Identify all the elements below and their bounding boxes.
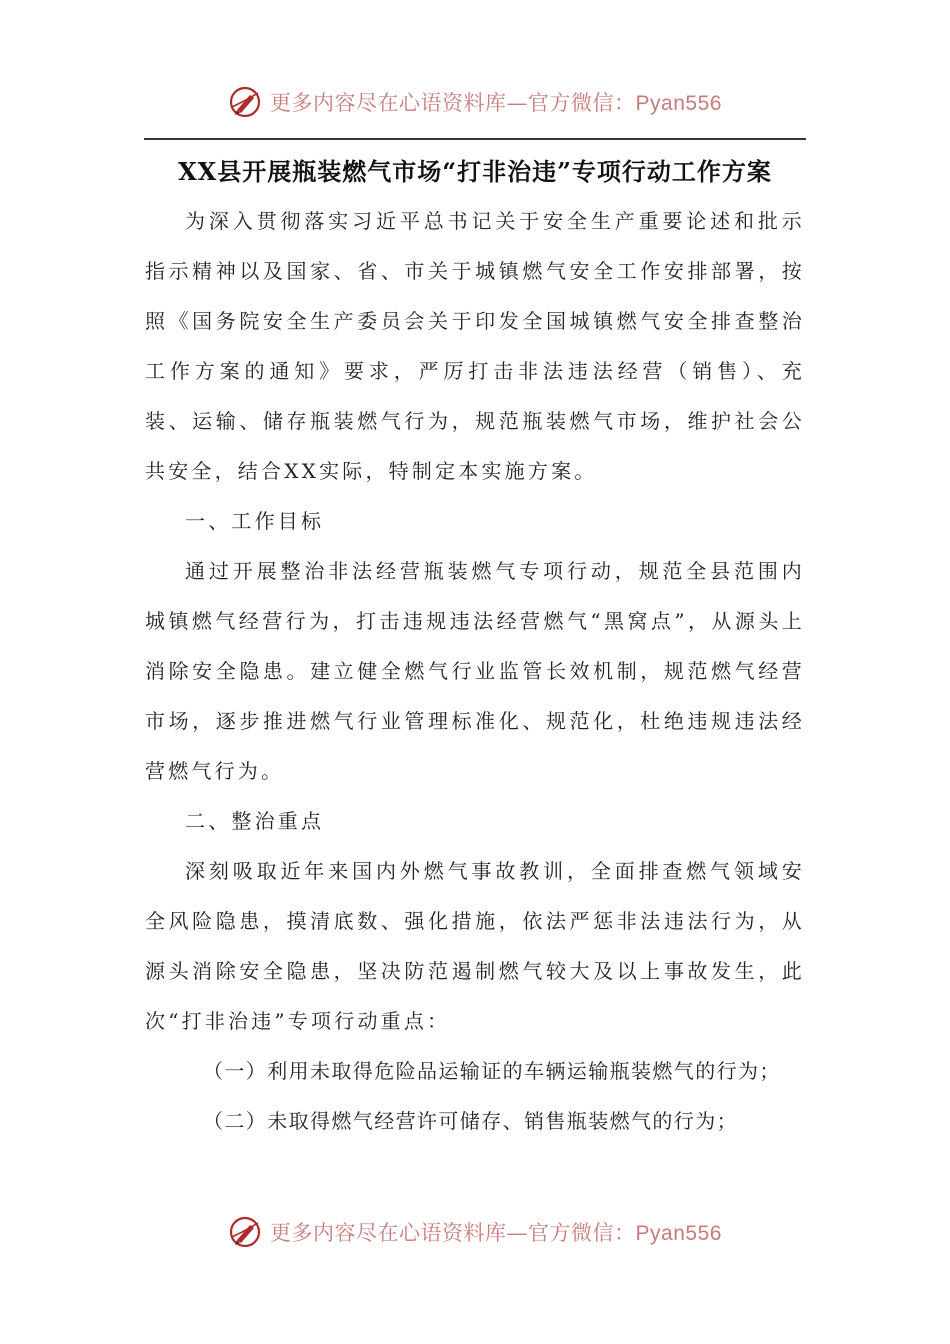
pen-logo-icon [228,85,262,119]
header-divider [144,138,806,140]
pen-logo-icon [228,1215,262,1249]
document-body [145,196,805,1146]
document-title: XX县开展瓶装燃气市场“打非治违”专项行动工作方案 [178,157,772,186]
header-banner [0,80,950,124]
focus-item-2: （二）未取得燃气经营许可储存、销售瓶装燃气的行为； [203,1109,738,1133]
wechat-id: Pyan556 [635,92,722,115]
intro-paragraph: 为深入贯彻落实习近平总书记关于安全生产重要论述和批示指示精神以及国家、省、市关于城镇燃气安全工作安排部署，按照《国务院安全生产委员会关于印发全国城镇燃气安全排查整治工作方案的通知》要求，严厉打击非法违法经营（销售）、充装、运输、储存瓶装燃气行为，规范瓶装燃气市场，维护社会公共安全，结合XX实际，特制定本实施方案。 [145,209,805,483]
banner-text: 更多内容尽在心语资料库—官方微信：Pyan556 [270,91,722,115]
banner-text: 更多内容尽在心语资料库—官方微信：Pyan556 [270,1221,722,1245]
focus-item-1: （一）利用未取得危险品运输证的车辆运输瓶装燃气的行为； [203,1059,781,1083]
footer-banner [0,1210,950,1254]
section-heading-focus: 二、整治重点 [185,809,325,833]
wechat-id: Pyan556 [635,1222,722,1245]
focus-paragraph: 深刻吸取近年来国内外燃气事故教训，全面排查燃气领域安全风险隐患，摸清底数、强化措施，依法严惩非法违法行为，从源头消除安全隐患，坚决防范遏制燃气较大及以上事故发生，此次“打非治违”专项行动重点： [145,859,805,1033]
section-heading-goals: 一、工作目标 [185,509,325,533]
goals-paragraph: 通过开展整治非法经营瓶装燃气专项行动，规范全县范围内城镇燃气经营行为，打击违规违法经营燃气“黑窝点”，从源头上消除安全隐患。建立健全燃气行业监管长效机制，规范燃气经营市场，逐步推进燃气行业管理标准化、规范化，杜绝违规违法经营燃气行为。 [145,559,805,783]
